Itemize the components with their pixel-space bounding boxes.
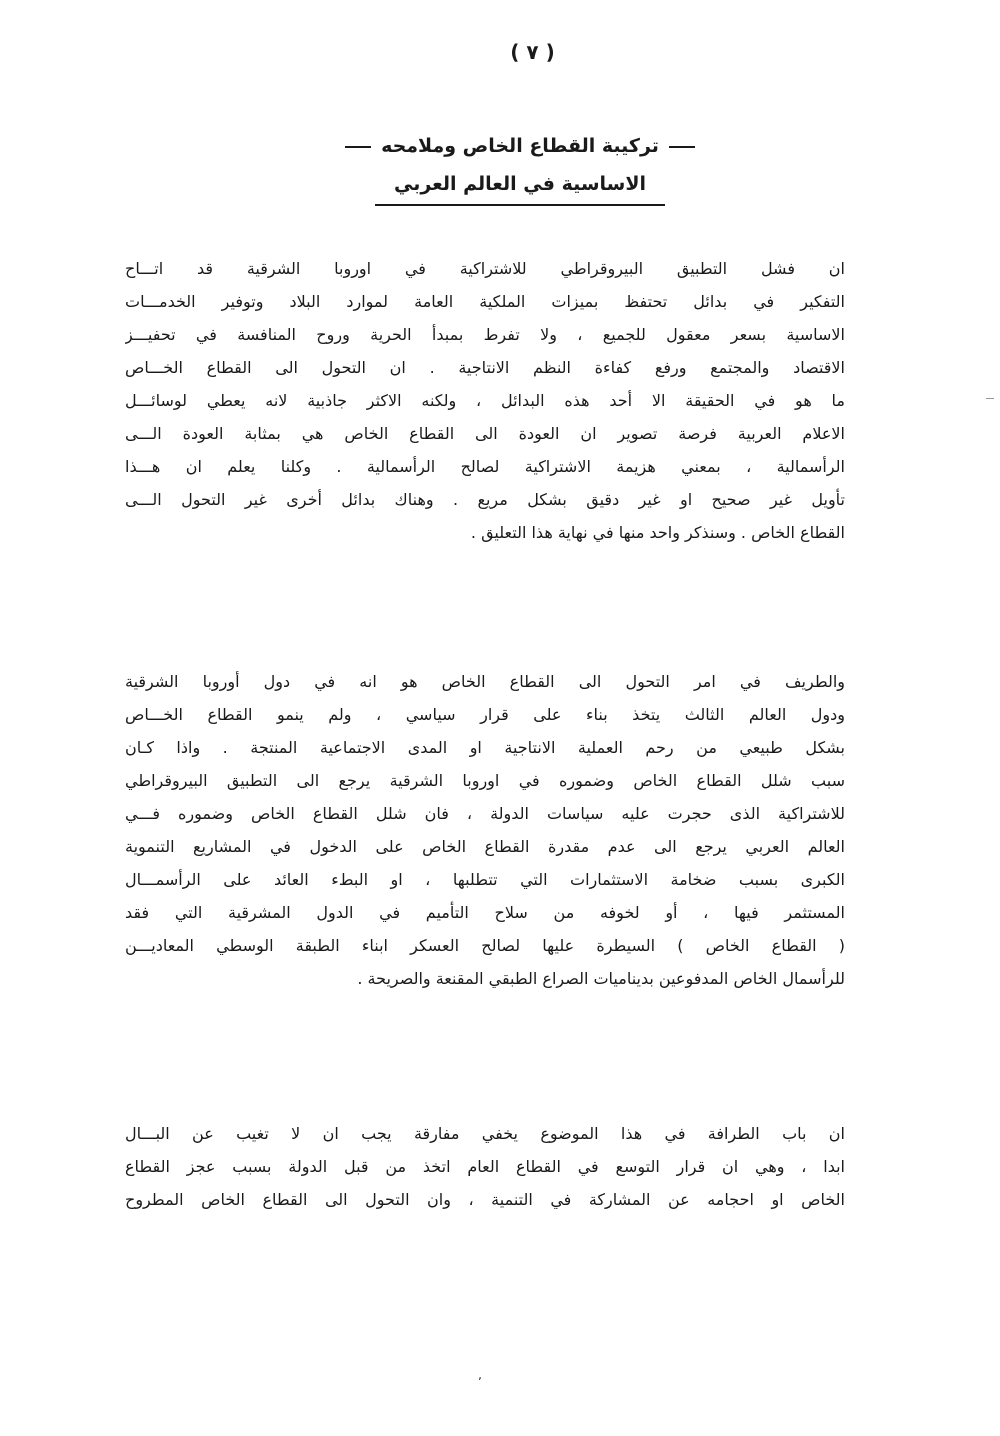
text-line: ودول العالم الثالث يتخذ بناء على قرار سياسي ، ولم ينمو القطاع الخـــاص: [125, 705, 845, 724]
text-line: الكبرى بسبب ضخامة الاستثمارات التي تتطلبها ، او البطء العائد على الرأسمـــال: [125, 870, 845, 889]
margin-mark: [986, 398, 994, 399]
text-line: الخاص او احجامه عن المشاركة في التنمية ، وان التحول الى القطاع الخاص المطروح: [125, 1190, 845, 1209]
text-line: ابدا ، وهي ان قرار التوسع في القطاع العام اتخذ من قبل الدولة بسبب عجز القطاع: [125, 1157, 845, 1176]
text-line: تأويل غير صحيح او غير دقيق بشكل مريع . وهناك بدائل أخرى غير التحول الـــى: [125, 490, 845, 509]
text-line: الاساسية بسعر معقول للجميع ، ولا تفرط بمبدأ الحرية وروح المنافسة في تحفيـــز: [125, 325, 845, 344]
text-line: ان فشل التطبيق البيروقراطي للاشتراكية في اوروبا الشرقية قد اتـــاح: [125, 259, 845, 278]
paragraph-2: [125, 665, 845, 995]
text-line: ما هو في الحقيقة الا أحد هذه البدائل ، ولكنه الاكثر جاذبية لانه يعطي لوسائـــل: [125, 391, 845, 410]
page-number: ( ٧ ): [510, 40, 555, 64]
text-line: للاشتراكية الذى حجرت عليه سياسات الدولة ، فان شلل القطاع الخاص وضموره فـــي: [125, 804, 845, 823]
text-line: الاعلام العربية فرصة تصوير ان العودة الى القطاع الخاص هي بمثابة العودة الـــى: [125, 424, 845, 443]
text-line: للرأسمال الخاص المدفوعين بديناميات الصراع الطبقي المقنعة والصريحة .: [357, 969, 845, 988]
title-dash-right: [669, 146, 695, 148]
text-line: الرأسمالية ، بمعني هزيمة الاشتراكية لصالح الرأسمالية . وكلنا يعلم ان هـــذا: [125, 457, 845, 476]
title-dash-left: [345, 146, 371, 148]
title-line-1: [330, 130, 710, 162]
text-line: ( القطاع الخاص ) السيطرة عليها لصالح العسكر ابناء الطبقة الوسطي المعاديـــن: [125, 936, 845, 955]
text-line: ان باب الطرافة في هذا الموضوع يخفي مفارقة يجب ان لا تغيب عن البـــال: [125, 1124, 845, 1143]
text-line: المستثمر فيها ، أو لخوفه من سلاح التأميم في الدول المشرقية التي فقد: [125, 903, 845, 922]
section-title: [330, 130, 710, 206]
paragraph-3: [125, 1117, 845, 1216]
text-line: العالم العربي يرجع الى عدم مقدرة القطاع الخاص على الدخول في المشاريع التنموية: [125, 837, 845, 856]
title-text-1: تركيبة القطاع الخاص وملامحه: [381, 135, 659, 157]
text-line: القطاع الخاص . وسنذكر واحد منها في نهاية هذا التعليق .: [470, 523, 845, 542]
text-line: والطريف في امر التحول الى القطاع الخاص هو انه في دول أوروبا الشرقية: [125, 672, 845, 691]
text-line: بشكل طبيعي من رحم العملية الانتاجية او المدى الاجتماعية المنتجة . واذا كـان: [125, 738, 845, 757]
text-line: التفكير في بدائل تحتفظ بميزات الملكية العامة لموارد البلاد وتوفير الخدمـــات: [125, 292, 845, 311]
text-line: الاقتصاد والمجتمع ورفع كفاءة النظم الانتاجية . ان التحول الى القطاع الخـــاص: [125, 358, 845, 377]
footer-mark: ٬: [478, 1375, 482, 1389]
paragraph-1: [125, 252, 845, 549]
title-line-2: الاساسية في العالم العربي: [393, 173, 647, 195]
text-line: سبب شلل القطاع الخاص وضموره في اوروبا الشرقية يرجع الى التطبيق البيروقراطي: [125, 771, 845, 790]
title-underline: [375, 204, 665, 206]
